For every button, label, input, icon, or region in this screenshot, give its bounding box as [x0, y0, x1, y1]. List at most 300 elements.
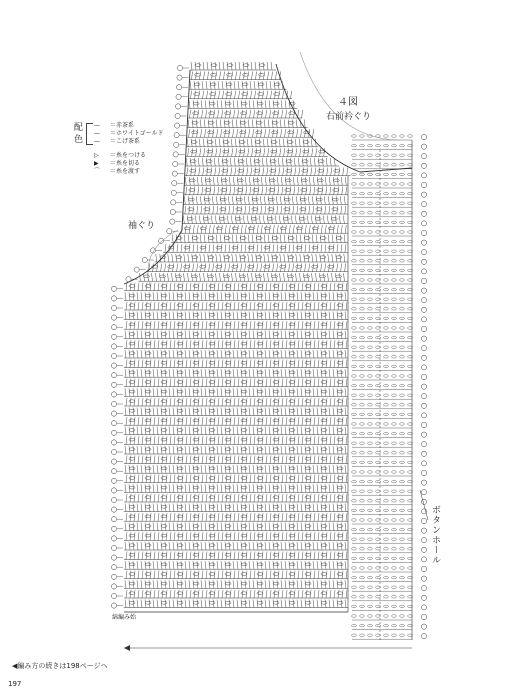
stitch-post: [200, 196, 201, 204]
stitch-cluster: [305, 457, 311, 460]
stitch-post: [318, 398, 319, 406]
stitch-cluster: [193, 505, 199, 508]
band-chain-stitch: [360, 231, 365, 233]
stitch-post: [277, 292, 278, 300]
stitch-cluster: [177, 505, 183, 508]
stitch-post: [266, 340, 267, 348]
stitch-post: [295, 168, 296, 176]
stitch-post: [165, 484, 166, 492]
stitch-post: [125, 484, 126, 492]
band-chain-stitch: [376, 432, 381, 434]
stitch-post: [217, 408, 218, 416]
stitch-post: [265, 206, 266, 214]
row-number-marker: [173, 152, 178, 157]
stitch-cluster: [184, 246, 190, 249]
stitch-cluster: [272, 237, 278, 240]
stitch-post: [189, 446, 190, 454]
stitch-cluster: [241, 352, 247, 355]
stitch-cluster: [305, 534, 311, 537]
stitch-cluster: [254, 169, 260, 172]
band-chain-stitch: [368, 538, 373, 540]
stitch-cluster: [257, 429, 263, 432]
stitch-cluster: [145, 525, 151, 528]
band-chain-stitch: [376, 605, 381, 607]
stitch-post: [341, 244, 342, 252]
stitch-cluster: [225, 294, 231, 297]
band-chain-stitch: [400, 327, 405, 329]
stitch-post: [338, 360, 339, 368]
stitch-post: [273, 264, 274, 272]
band-chain-stitch: [400, 279, 405, 281]
stitch-post: [174, 379, 175, 387]
band-chain-stitch: [352, 557, 357, 559]
band-row-marker: [421, 586, 426, 591]
band-chain-stitch: [384, 634, 389, 636]
stitch-cluster: [129, 544, 135, 547]
stitch-post: [185, 600, 186, 608]
stitch-post: [205, 600, 206, 608]
stitch-post: [246, 187, 247, 195]
band-chain-stitch: [352, 231, 357, 233]
stitch-cluster: [192, 256, 198, 259]
stitch-post: [165, 580, 166, 588]
stitch-cluster: [177, 361, 183, 364]
stitch-post: [268, 148, 269, 156]
band-chain-stitch: [352, 548, 357, 550]
stitch-post: [194, 494, 195, 502]
stitch-post: [269, 446, 270, 454]
stitch-cluster: [273, 352, 279, 355]
stitch-post: [189, 561, 190, 569]
stitch-post: [238, 302, 239, 310]
stitch-post: [346, 302, 347, 310]
stitch-post: [258, 436, 259, 444]
stitch-cluster: [220, 198, 226, 201]
stitch-cluster: [129, 505, 135, 508]
stitch-post: [157, 312, 158, 320]
stitch-post: [258, 379, 259, 387]
stitch-post: [330, 158, 331, 166]
stitch-cluster: [207, 150, 213, 153]
stitch-post: [269, 561, 270, 569]
stitch-cluster: [296, 227, 302, 230]
stitch-cluster: [161, 457, 167, 460]
stitch-post: [269, 427, 270, 435]
band-chain-stitch: [384, 298, 389, 300]
band-chain-stitch: [368, 509, 373, 511]
stitch-post: [232, 148, 233, 156]
stitch-cluster: [177, 515, 183, 518]
stitch-post: [285, 369, 286, 377]
stitch-post: [170, 283, 171, 291]
stitch-post: [322, 360, 323, 368]
stitch-post: [282, 590, 283, 598]
row-number-marker: [167, 229, 172, 234]
stitch-post: [233, 350, 234, 358]
stitch-post: [266, 302, 267, 310]
stitch-cluster: [129, 448, 135, 451]
stitch-post: [280, 120, 281, 128]
stitch-post: [330, 340, 331, 348]
stitch-post: [327, 216, 328, 224]
stitch-cluster: [225, 304, 231, 307]
stitch-post: [333, 331, 334, 339]
stitch-post: [190, 494, 191, 502]
band-chain-stitch: [400, 452, 405, 454]
stitch-post: [229, 292, 230, 300]
stitch-post: [149, 465, 150, 473]
stitch-post: [317, 561, 318, 569]
stitch-cluster: [303, 141, 309, 144]
stitch-post: [333, 408, 334, 416]
stitch-cluster: [145, 333, 151, 336]
buttonhole-label: ボタンホール: [430, 505, 440, 565]
stitch-post: [293, 484, 294, 492]
stitch-post: [310, 187, 311, 195]
stitch-post: [249, 388, 250, 396]
stitch-post: [302, 360, 303, 368]
stitch-cluster: [177, 409, 183, 412]
stitch-post: [157, 542, 158, 550]
stitch-post: [141, 504, 142, 512]
stitch-post: [329, 264, 330, 272]
stitch-cluster: [177, 352, 183, 355]
stitch-post: [277, 100, 278, 108]
stitch-post: [202, 475, 203, 483]
stitch-post: [296, 148, 297, 156]
stitch-post: [297, 542, 298, 550]
band-chain-stitch: [408, 519, 413, 521]
band-chain-stitch: [408, 164, 413, 166]
band-chain-stitch: [408, 154, 413, 156]
stitch-post: [293, 388, 294, 396]
stitch-post: [193, 264, 194, 272]
stitch-post: [269, 580, 270, 588]
stitch-post: [173, 600, 174, 608]
stitch-post: [223, 91, 224, 99]
stitch-post: [179, 273, 180, 281]
stitch-post: [265, 427, 266, 435]
stitch-post: [248, 254, 249, 262]
stitch-post: [181, 504, 182, 512]
band-chain-stitch: [392, 231, 397, 233]
stitch-post: [201, 369, 202, 377]
band-chain-stitch: [376, 404, 381, 406]
stitch-cluster: [145, 390, 151, 393]
stitch-cluster: [209, 400, 215, 403]
stitch-cluster: [168, 265, 174, 268]
stitch-cluster: [321, 525, 327, 528]
stitch-post: [314, 302, 315, 310]
stitch-post: [259, 139, 260, 147]
stitch-post: [338, 321, 339, 329]
stitch-post: [330, 187, 331, 195]
band-chain-stitch: [384, 192, 389, 194]
stitch-cluster: [270, 169, 276, 172]
stitch-post: [169, 388, 170, 396]
stitch-post: [254, 494, 255, 502]
band-chain-stitch: [400, 586, 405, 588]
stitch-post: [253, 292, 254, 300]
stitch-post: [313, 542, 314, 550]
stitch-post: [310, 158, 311, 166]
stitch-post: [298, 158, 299, 166]
stitch-post: [313, 484, 314, 492]
stitch-post: [232, 254, 233, 262]
stitch-post: [298, 283, 299, 291]
band-chain-stitch: [400, 144, 405, 146]
stitch-post: [325, 523, 326, 531]
stitch-post: [170, 475, 171, 483]
band-chain-stitch: [400, 404, 405, 406]
stitch-post: [334, 321, 335, 329]
row-number-marker: [111, 584, 116, 589]
stitch-post: [125, 331, 126, 339]
band-chain-stitch: [392, 432, 397, 434]
stitch-post: [266, 475, 267, 483]
stitch-post: [201, 388, 202, 396]
stitch-post: [258, 552, 259, 560]
stitch-cluster: [225, 544, 231, 547]
band-chain-stitch: [368, 279, 373, 281]
stitch-post: [206, 321, 207, 329]
band-chain-stitch: [392, 471, 397, 473]
stitch-post: [302, 283, 303, 291]
stitch-cluster: [301, 189, 307, 192]
row-number-marker: [176, 85, 181, 90]
stitch-cluster: [195, 73, 201, 76]
stitch-post: [139, 273, 140, 281]
stitch-post: [238, 513, 239, 521]
stitch-cluster: [257, 477, 263, 480]
stitch-post: [188, 254, 189, 262]
stitch-post: [200, 235, 201, 243]
stitch-post: [222, 81, 223, 89]
stitch-cluster: [161, 381, 167, 384]
stitch-cluster: [241, 534, 247, 537]
band-chain-stitch: [352, 154, 357, 156]
stitch-post: [234, 360, 235, 368]
stitch-post: [267, 273, 268, 281]
stitch-post: [282, 417, 283, 425]
band-chain-stitch: [376, 384, 381, 386]
stitch-post: [233, 331, 234, 339]
stitch-post: [165, 408, 166, 416]
stitch-post: [309, 561, 310, 569]
stitch-cluster: [337, 371, 343, 374]
stitch-post: [309, 484, 310, 492]
stitch-cluster: [209, 285, 215, 288]
stitch-cluster: [271, 275, 277, 278]
stitch-post: [245, 580, 246, 588]
stitch-post: [158, 321, 159, 329]
stitch-post: [337, 244, 338, 252]
band-chain-stitch: [384, 615, 389, 617]
stitch-post: [216, 235, 217, 243]
stitch-cluster: [193, 563, 199, 566]
band-chain-stitch: [392, 308, 397, 310]
stitch-post: [130, 283, 131, 291]
stitch-post: [290, 436, 291, 444]
stitch-post: [142, 532, 143, 540]
stitch-post: [201, 600, 202, 608]
stitch-cluster: [273, 592, 279, 595]
stitch-post: [290, 552, 291, 560]
stitch-cluster: [337, 457, 343, 460]
band-chain-stitch: [392, 375, 397, 377]
stitch-post: [329, 292, 330, 300]
stitch-cluster: [145, 553, 151, 556]
stitch-post: [267, 139, 268, 147]
stitch-post: [301, 427, 302, 435]
stitch-post: [293, 427, 294, 435]
stitch-post: [251, 168, 252, 176]
band-chain-stitch: [360, 394, 365, 396]
stitch-cluster: [190, 169, 196, 172]
stitch-cluster: [296, 265, 302, 268]
stitch-post: [341, 504, 342, 512]
stitch-post: [138, 436, 139, 444]
band-chain-stitch: [360, 576, 365, 578]
stitch-post: [157, 292, 158, 300]
stitch-post: [265, 523, 266, 531]
stitch-cluster: [190, 160, 196, 163]
stitch-post: [317, 292, 318, 300]
band-chain-stitch: [408, 356, 413, 358]
stitch-post: [313, 225, 314, 233]
stitch-post: [261, 600, 262, 608]
stitch-cluster: [337, 304, 343, 307]
stitch-post: [325, 206, 326, 214]
stitch-cluster: [241, 592, 247, 595]
stitch-cluster: [177, 486, 183, 489]
stitch-post: [277, 523, 278, 531]
stitch-cluster: [184, 227, 190, 230]
stitch-post: [302, 417, 303, 425]
band-chain-stitch: [376, 461, 381, 463]
stitch-post: [169, 369, 170, 377]
stitch-post: [162, 398, 163, 406]
stitch-post: [199, 168, 200, 176]
stitch-post: [294, 158, 295, 166]
stitch-cluster: [129, 582, 135, 585]
stitch-post: [185, 465, 186, 473]
band-chain-stitch: [408, 308, 413, 310]
stitch-post: [138, 417, 139, 425]
band-chain-stitch: [384, 365, 389, 367]
stitch-post: [218, 158, 219, 166]
band-chain-stitch: [360, 202, 365, 204]
stitch-post: [206, 360, 207, 368]
stitch-cluster: [289, 333, 295, 336]
stitch-cluster: [337, 400, 343, 403]
stitch-post: [153, 446, 154, 454]
stitch-cluster: [305, 333, 311, 336]
stitch-post: [232, 196, 233, 204]
band-row-marker: [421, 451, 426, 456]
stitch-post: [297, 580, 298, 588]
stitch-post: [209, 264, 210, 272]
stitch-post: [198, 158, 199, 166]
stitch-cluster: [337, 419, 343, 422]
band-chain-stitch: [400, 192, 405, 194]
stitch-cluster: [225, 381, 231, 384]
stitch-cluster: [257, 390, 263, 393]
stitch-post: [221, 369, 222, 377]
stitch-cluster: [129, 486, 135, 489]
band-chain-stitch: [384, 605, 389, 607]
stitch-post: [205, 465, 206, 473]
stitch-cluster: [145, 285, 151, 288]
stitch-post: [253, 350, 254, 358]
row-number-marker: [173, 161, 178, 166]
stitch-post: [280, 254, 281, 262]
stitch-post: [133, 561, 134, 569]
stitch-post: [153, 408, 154, 416]
stitch-post: [201, 408, 202, 416]
band-chain-stitch: [384, 288, 389, 290]
stitch-post: [186, 436, 187, 444]
stitch-post: [213, 504, 214, 512]
band-row-marker: [421, 336, 426, 341]
stitch-cluster: [211, 64, 217, 67]
stitch-post: [191, 168, 192, 176]
stitch-cluster: [177, 342, 183, 345]
stitch-post: [306, 552, 307, 560]
stitch-cluster: [305, 352, 311, 355]
stitch-post: [252, 148, 253, 156]
stitch-post: [210, 340, 211, 348]
band-chain-stitch: [352, 135, 357, 137]
stitch-post: [149, 580, 150, 588]
stitch-post: [306, 379, 307, 387]
stitch-post: [285, 292, 286, 300]
stitch-cluster: [241, 285, 247, 288]
stitch-post: [190, 340, 191, 348]
stitch-post: [234, 321, 235, 329]
stitch-post: [210, 552, 211, 560]
stitch-cluster: [251, 217, 257, 220]
band-chain-stitch: [400, 509, 405, 511]
stitch-post: [186, 590, 187, 598]
band-chain-stitch: [360, 260, 365, 262]
stitch-post: [193, 177, 194, 185]
stitch-post: [212, 254, 213, 262]
stitch-post: [329, 446, 330, 454]
stitch-post: [146, 321, 147, 329]
stitch-cluster: [257, 400, 263, 403]
stitch-post: [173, 408, 174, 416]
band-chain-stitch: [376, 576, 381, 578]
stitch-cluster: [225, 553, 231, 556]
stitch-post: [245, 312, 246, 320]
band-chain-stitch: [408, 557, 413, 559]
stitch-post: [330, 552, 331, 560]
stitch-post: [319, 216, 320, 224]
band-row-marker: [421, 470, 426, 475]
stitch-post: [245, 427, 246, 435]
stitch-post: [245, 206, 246, 214]
band-chain-stitch: [392, 164, 397, 166]
stitch-cluster: [256, 121, 262, 124]
stitch-post: [192, 72, 193, 80]
legend-mark-carry: ⌒ ＝糸を渡す: [94, 168, 141, 175]
stitch-cluster: [337, 486, 343, 489]
stitch-post: [171, 273, 172, 281]
band-chain-stitch: [368, 144, 373, 146]
stitch-post: [268, 235, 269, 243]
stitch-post: [322, 456, 323, 464]
